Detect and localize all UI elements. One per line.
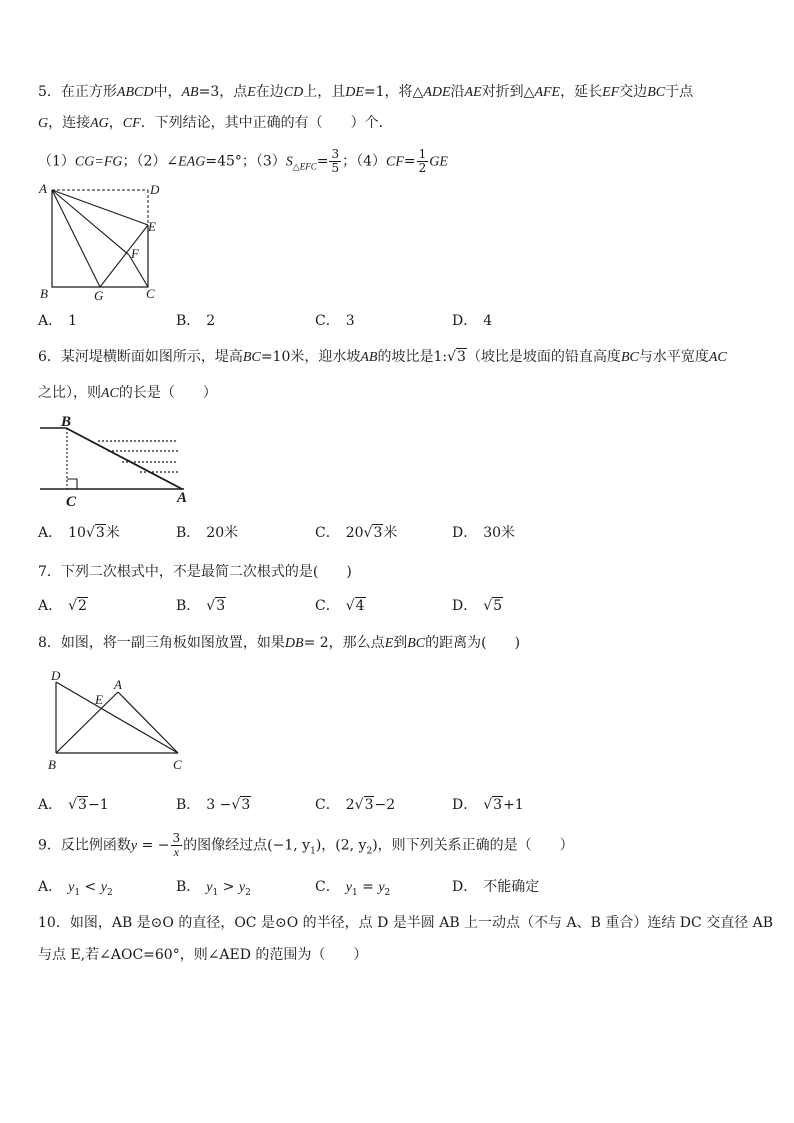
segment-ac xyxy=(118,692,178,753)
q6-option-a[interactable]: A． 10√3米 xyxy=(38,525,120,541)
q7-option-d[interactable]: D． √5 xyxy=(452,598,503,614)
label-c: C xyxy=(146,286,155,301)
label-e: E xyxy=(148,219,156,234)
label-b: B xyxy=(61,414,72,430)
label-a: A xyxy=(114,677,122,692)
right-angle-mark xyxy=(67,479,77,489)
q8-option-d[interactable]: D． √3+1 xyxy=(452,797,524,813)
q9-option-a[interactable]: A． $y_1 < y_2$ xyxy=(38,879,113,898)
label-a: A xyxy=(177,490,188,506)
q8-line: 8．如图，将一副三角板如图放置，如果DB= 2，那么点E到BC的距离为( ) xyxy=(38,635,521,651)
q10-line-2: 与点 E,若∠AOC=60°，则∠AED 的范围为（ ） xyxy=(38,947,368,963)
q7-option-a[interactable]: A． √2 xyxy=(38,598,87,614)
q5-options xyxy=(38,312,758,332)
fraction-3-x: $\frac{3}{x}$ xyxy=(172,831,181,859)
q5-option-c[interactable]: C． 3 xyxy=(315,313,355,329)
label-g: G xyxy=(94,288,104,303)
label-a: A xyxy=(39,181,47,196)
label-d: D xyxy=(51,668,61,683)
q9-option-b[interactable]: B． $y_1 > y_2$ xyxy=(176,879,251,898)
q8-option-c[interactable]: C． 2√3−2 xyxy=(315,797,396,813)
q7-option-b[interactable]: B． √3 xyxy=(176,598,226,614)
q9-options xyxy=(38,878,758,898)
q8-option-a[interactable]: A． √3−1 xyxy=(38,797,109,813)
q5-line-2: G，连接AG，CF．下列结论，其中正确的有（ ）个． xyxy=(38,115,393,131)
slope-ab xyxy=(66,428,182,489)
q5-option-a[interactable]: A． 1 xyxy=(38,313,78,329)
label-f: F xyxy=(131,246,139,261)
q6-option-c[interactable]: C． 20√3米 xyxy=(315,525,398,541)
q6-line-1: 6．某河堤横断面如图所示，堤高BC=10米，迎水坡AB的坡比是1:√3（坡比是坡面的铅直高度BC与水平宽度AC xyxy=(38,349,727,365)
square-left-bottom-right xyxy=(52,190,148,287)
q5-line-1: 5．在正方形ABCD中，AB=3，点E在边CD上，且DE=1，将△ADE沿AE对折到△AFE，延长EF交边BC于点 xyxy=(38,84,694,100)
segment-eg xyxy=(100,225,148,287)
q8-triangles-figure xyxy=(40,664,200,776)
q6-option-b[interactable]: B． 20米 xyxy=(176,525,239,541)
q9-option-d[interactable]: D． 不能确定 xyxy=(452,879,540,895)
label-e: E xyxy=(95,692,103,707)
segment-ba xyxy=(56,692,118,753)
q7-line: 7．下列二次根式中，不是最简二次根式的是( ) xyxy=(38,564,352,580)
fraction-3-5: $\frac{3}{5}$ xyxy=(331,147,340,175)
q5-option-d[interactable]: D． 4 xyxy=(452,313,493,329)
q6-option-d[interactable]: D． 30米 xyxy=(452,525,516,541)
q9-line: 9．反比例函数y = − $\frac{3}{x}$ 的图像经过点(−1, $y_1$)，(2, $y_2$)，则下列关系正确的是（ ） xyxy=(38,831,574,859)
label-c: C xyxy=(66,494,77,510)
q6-options xyxy=(38,524,758,544)
q6-line-2: 之比），则AC的长是（ ） xyxy=(38,385,217,401)
q5-statements: （1）CG=FG；（2）∠EAG=45°；$(3)S_{\triangle EFC}=$ $\frac{3}{5}$ ；（4）CF= $\frac{1}{2}$ GE xyxy=(38,147,448,175)
q10-line-1: 10．如图，AB 是⊙O 的直径，OC 是⊙O 的半径，点 D 是半圆 AB 上一动点（不与 A、B 重合）连结 DC 交直径 AB xyxy=(38,915,774,931)
label-c: C xyxy=(173,757,182,772)
q9-option-c[interactable]: C． $y_1 = y_2$ xyxy=(315,879,391,898)
fraction-1-2: $\frac{1}{2}$ xyxy=(418,147,427,175)
sqrt-3: √3 xyxy=(447,349,466,365)
q5-option-b[interactable]: B． 2 xyxy=(176,313,216,329)
q7-options xyxy=(38,597,758,617)
label-b: B xyxy=(48,757,56,772)
label-d: D xyxy=(150,182,160,197)
q8-options xyxy=(38,796,758,816)
q7-option-c[interactable]: C． √4 xyxy=(315,598,365,614)
segment-af xyxy=(52,190,129,255)
q8-option-b[interactable]: B． 3 −√3 xyxy=(176,797,251,813)
label-b: B xyxy=(40,286,48,301)
q6-embankment-figure xyxy=(36,410,196,510)
q5-square-figure xyxy=(36,180,166,305)
